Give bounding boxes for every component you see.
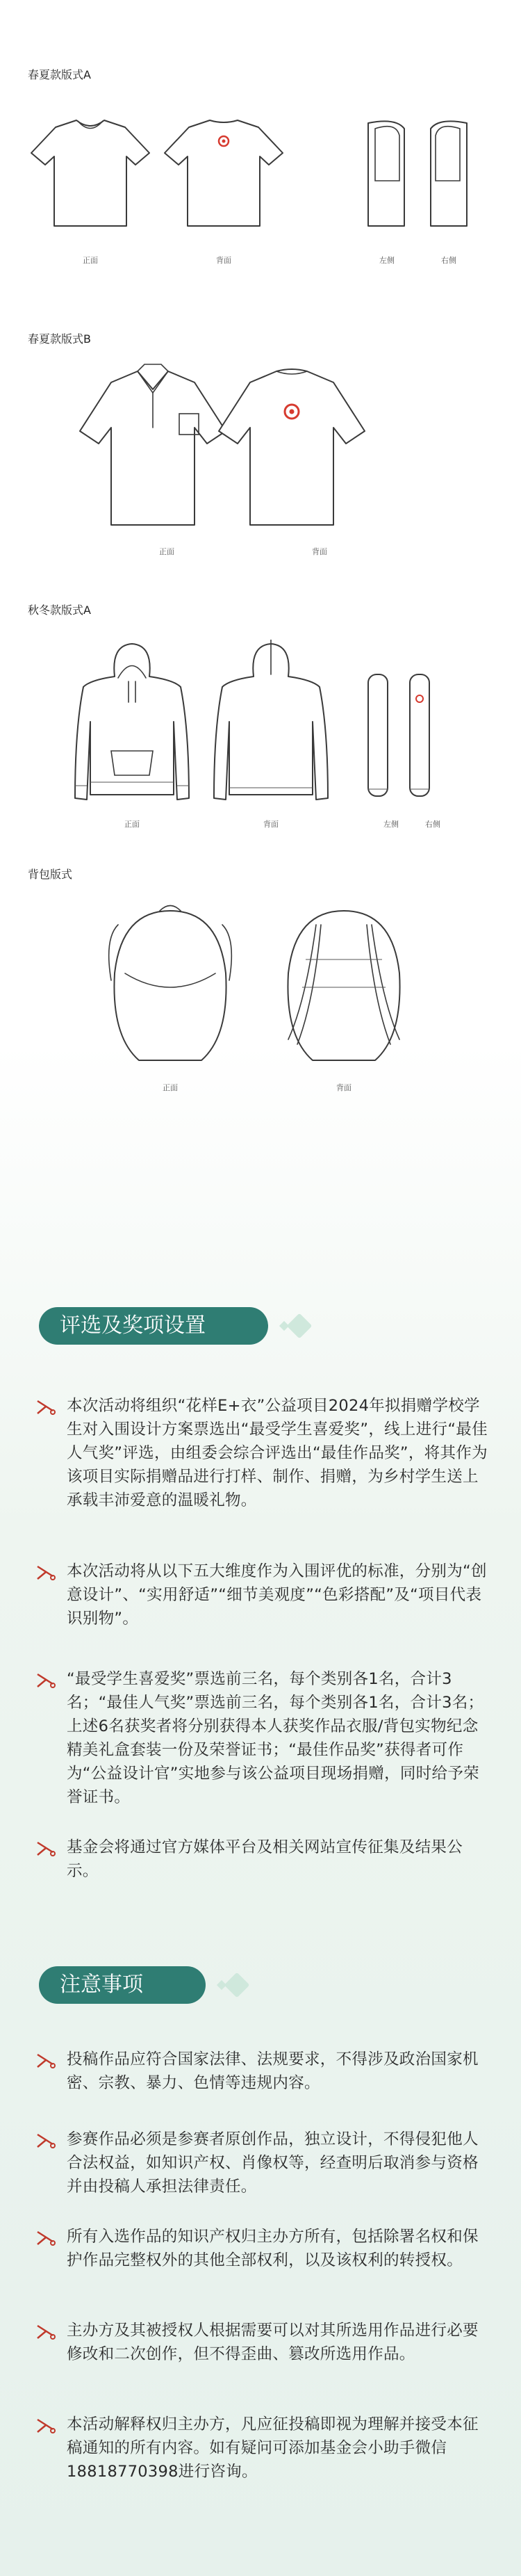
scissors-icon <box>36 1840 56 1858</box>
caption-left: 左侧 <box>379 256 395 265</box>
hoodie-views <box>63 640 479 813</box>
awards-item-text: “最受学生喜爱奖”票选前三名，每个类别各1名，合计3名；“最佳人气奖”票选前三名，每个类别各1名，合计3名；上述6名获奖者将分别获得本人获奖作品衣服/背包实物纪念精美礼盒套装一份及荣誉证书；“最佳作品奖”获得者可作为“公益设计官”实地参与该公益项目现场捐赠，同时给予荣誉证书。 <box>67 1670 484 1806</box>
caption-back: 背面 <box>216 256 231 265</box>
tshirt-back <box>165 120 283 226</box>
backpack-back <box>288 911 399 1060</box>
scissors-icon <box>36 2052 56 2070</box>
caption-backpack-back: 背面 <box>336 1083 352 1092</box>
diamond-deco-icon <box>224 1972 250 1998</box>
section-title-spring-a: 春夏款版式A <box>28 68 91 81</box>
notes-item-text: 参赛作品必须是参赛者原创作品，独立设计，不得侵犯他人合法权益，如知识产权、肖像权等，经查明后取消参与资格并由投稿人承担法律责任。 <box>67 2130 479 2196</box>
hoodie-back <box>214 640 328 800</box>
diamond-deco-icon <box>287 1313 313 1339</box>
diamond-deco-small-icon <box>217 1980 226 1990</box>
notes-item-1 <box>36 2048 488 2095</box>
scissors-icon <box>36 1671 56 1690</box>
backpack-views <box>97 897 424 1078</box>
scissors-icon <box>36 1564 56 1582</box>
awards-heading: 评选及奖项设置 <box>60 1313 206 1338</box>
notes-item-text: 所有入选作品的知识产权归主办方所有，包括除署名权和保护作品完整权外的其他全部权利，以及该权利的转授权。 <box>67 2228 479 2269</box>
scissors-icon <box>36 2323 56 2341</box>
awards-item-2 <box>36 1560 488 1630</box>
caption-front: 正面 <box>83 256 98 265</box>
caption-polo-back: 背面 <box>312 547 327 556</box>
tshirt-views <box>21 115 500 240</box>
sleeve-logo-icon <box>416 695 423 702</box>
polo-back <box>219 369 365 525</box>
notes-item-4 <box>36 2319 488 2366</box>
awards-item-3 <box>36 1667 488 1809</box>
hoodie-right-side <box>410 674 429 796</box>
tshirt-right-side <box>431 121 467 226</box>
notes-item-text: 投稿作品应符合国家法律、法规要求，不得涉及政治国家机密、宗教、暴力、色情等违规内容。 <box>67 2050 479 2092</box>
hoodie-front <box>75 644 189 800</box>
backpack-front <box>109 906 232 1061</box>
section-title-autumn-a: 秋冬款版式A <box>28 604 91 617</box>
awards-heading-badge <box>39 1307 268 1345</box>
awards-item-text: 基金会将通过官方媒体平台及相关网站宣传征集及结果公示。 <box>67 1838 463 1880</box>
scissors-icon <box>36 2417 56 2435</box>
section-title-spring-b: 春夏款版式B <box>28 332 91 346</box>
caption-backpack-front: 正面 <box>163 1083 178 1092</box>
caption-polo-front: 正面 <box>159 547 174 556</box>
diamond-deco-small-icon <box>279 1321 289 1331</box>
notes-heading-badge <box>39 1966 206 2004</box>
scissors-icon <box>36 2132 56 2150</box>
caption-hoodie-front: 正面 <box>124 820 140 829</box>
scissors-icon <box>36 1398 56 1416</box>
hoodie-left-side <box>368 674 388 796</box>
scissors-icon <box>36 2229 56 2247</box>
notes-item-text: 本活动解释权归主办方，凡应征投稿即视为理解并接受本征稿通知的所有内容。如有疑问可添加基金会小助手微信18818770398进行咨询。 <box>67 2415 479 2481</box>
tshirt-front <box>31 120 149 226</box>
caption-hoodie-right: 右侧 <box>425 820 440 829</box>
notes-heading: 注意事项 <box>60 1972 143 1997</box>
notes-item-2 <box>36 2128 488 2198</box>
caption-right: 右侧 <box>441 256 456 265</box>
notes-item-text: 主办方及其被授权人根据需要可以对其所选用作品进行必要修改和二次创作，但不得歪曲、篡改所选用作品。 <box>67 2322 479 2363</box>
awards-item-1 <box>36 1394 488 1512</box>
awards-item-text: 本次活动将组织“花样E+衣”公益项目2024年拟捐赠学校学生对入围设计方案票选出“最受学生喜爱奖”，线上进行“最佳人气奖”评选，由组委会综合评选出“最佳作品奖”，将其作为该项目实际捐赠品进行打样、制作、捐赠，为乡村学生送上承载丰沛爱意的温暖礼物。 <box>67 1397 488 1509</box>
awards-item-text: 本次活动将从以下五大维度作为入围评优的标准，分别为“创意设计”、“实用舒适”“细节美观度”“色彩搭配”及“项目代表识别物”。 <box>67 1562 487 1628</box>
caption-hoodie-left: 左侧 <box>383 820 399 829</box>
caption-hoodie-back: 背面 <box>263 820 279 829</box>
polo-views <box>76 362 368 535</box>
notes-item-5 <box>36 2413 488 2484</box>
tshirt-left-side <box>368 121 404 226</box>
awards-item-4 <box>36 1836 488 1883</box>
notes-item-3 <box>36 2225 488 2272</box>
section-title-backpack: 背包版式 <box>28 868 73 881</box>
polo-front <box>80 364 226 525</box>
